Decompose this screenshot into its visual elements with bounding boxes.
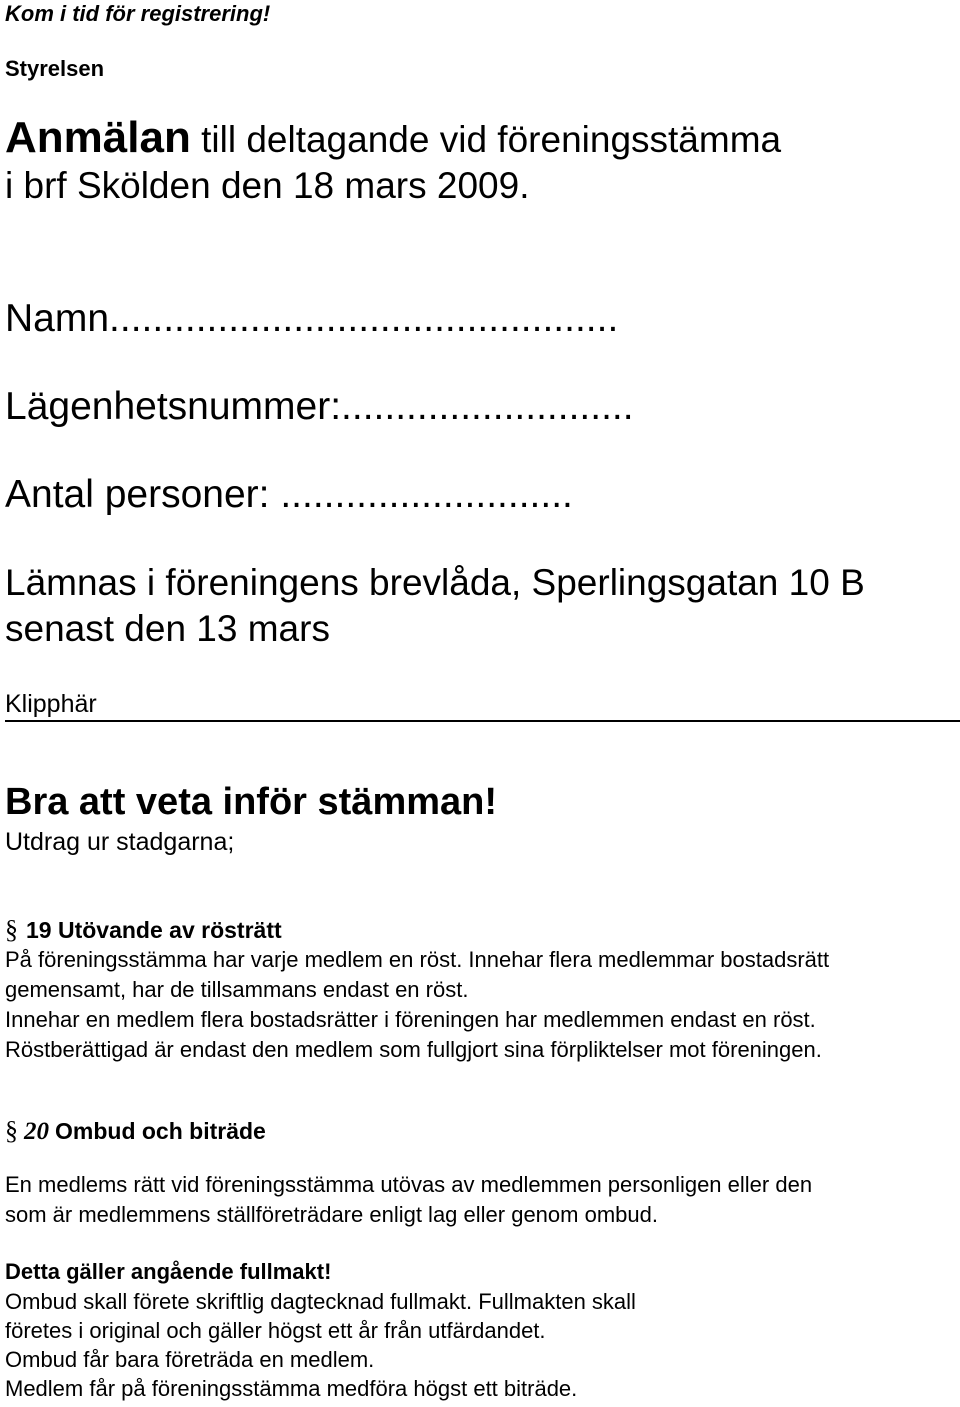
proxy-line: Ombud får bara företräda en medlem.	[5, 1347, 375, 1372]
section-20-heading: Ombud och biträde	[55, 1118, 266, 1144]
section-symbol-icon: §	[5, 1116, 18, 1145]
submission-instructions	[5, 560, 865, 652]
name-field: Namn...............................................	[5, 297, 619, 340]
proxy-line: Ombud skall förete skriftlig dagtecknad fullmakt. Fullmakten skall	[5, 1289, 636, 1314]
cut-label: Klipphär	[5, 690, 97, 718]
section-19-line: gemensamt, har de tillsammans endast en röst.	[5, 977, 469, 1002]
submission-line-1: Lämnas i föreningens brevlåda, Sperlingsgatan 10 B	[5, 562, 865, 603]
apartment-number-field: Lägenhetsnummer:...........................	[5, 385, 634, 428]
section-19-heading: 19 Utövande av rösträtt	[26, 917, 282, 943]
heading-rest: till deltagande vid föreningsstämma	[190, 119, 782, 160]
section-20-line: som är medlemmens ställföreträdare enligt lag eller genom ombud.	[5, 1202, 658, 1227]
heading-line-2: i brf Skölden den 18 mars 2009.	[5, 165, 530, 206]
bylaws-extract-label: Utdrag ur stadgarna;	[5, 828, 235, 856]
board-signature: Styrelsen	[5, 56, 105, 81]
section-19-line: Innehar en medlem flera bostadsrätter i föreningen har medlemmen endast en röst.	[5, 1007, 816, 1032]
proxy-rules	[5, 1287, 636, 1403]
section-20-title	[5, 1116, 266, 1146]
cut-line	[5, 690, 960, 722]
proxy-line: företes i original och gäller högst ett år från utfärdandet.	[5, 1318, 546, 1343]
section-20-body	[5, 1170, 812, 1230]
form-heading	[5, 115, 781, 209]
section-19-body	[5, 945, 829, 1065]
proxy-heading: Detta gäller angående fullmakt!	[5, 1259, 332, 1284]
good-to-know-heading: Bra att veta inför stämman!	[5, 781, 498, 823]
number-of-persons-field: Antal personer: ...........................	[5, 473, 573, 516]
proxy-line: Medlem får på föreningsstämma medföra högst ett biträde.	[5, 1376, 578, 1401]
section-20-number: 20	[24, 1118, 49, 1145]
section-20-line: En medlems rätt vid föreningsstämma utövas av medlemmen personligen eller den	[5, 1172, 813, 1197]
section-19-line: Röstberättigad är endast den medlem som fullgjort sina förpliktelser mot föreningen.	[5, 1037, 822, 1062]
section-symbol-icon: §	[5, 915, 18, 944]
section-19-line: På föreningsstämma har varje medlem en röst. Innehar flera medlemmar bostadsrätt	[5, 947, 830, 972]
submission-line-2: senast den 13 mars	[5, 608, 330, 649]
registration-reminder: Kom i tid för registrering!	[5, 1, 271, 26]
heading-emphasis: Anmälan	[5, 113, 191, 162]
section-19-title	[5, 915, 282, 945]
